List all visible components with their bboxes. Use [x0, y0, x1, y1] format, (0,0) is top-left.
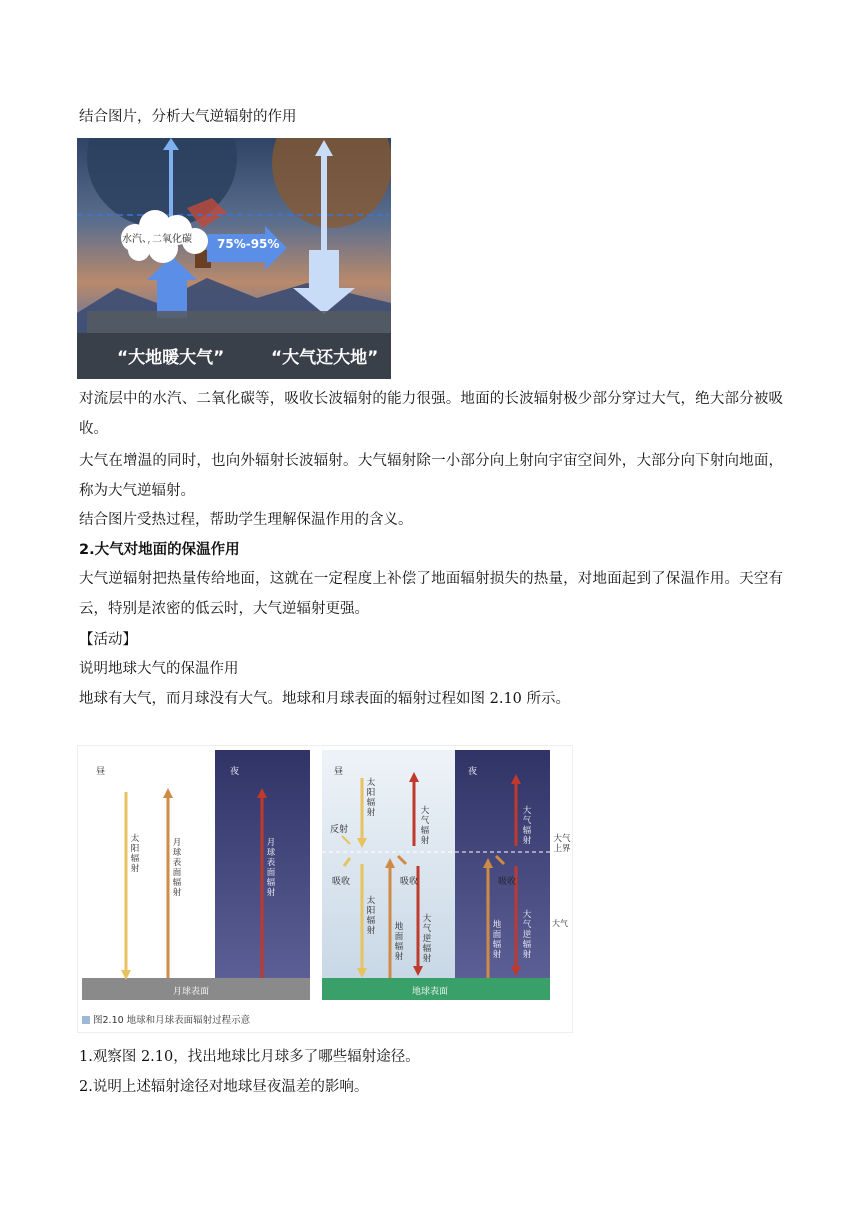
moon-surface-rad-night-label: 月球表面辐射 — [266, 838, 276, 898]
paragraph-3: 结合图片受热过程，帮助学生理解保温作用的含义。 — [79, 512, 413, 528]
counter-rad-night-label: 大气逆辐射 — [522, 910, 532, 960]
atmosphere-label: 大气 — [552, 919, 568, 928]
percent-label: 75%-95% — [217, 237, 280, 251]
moon-night-label: 夜 — [230, 767, 240, 777]
caption-marker — [82, 1016, 90, 1024]
activity-tag: 【活动】 — [79, 632, 137, 648]
moon-day-label: 昼 — [96, 767, 106, 777]
radiation-diagram-art — [78, 746, 572, 1032]
intro-line: 结合图片，分析大气逆辐射的作用 — [79, 109, 297, 125]
paragraph-4: 大气逆辐射把热量传给地面，这就在一定程度上补偿了地面辐射损失的热量，对地面起到了保温作用。天空有云，特别是浓密的低云时，大气逆辐射更强。 — [79, 571, 783, 617]
absorb-label-1: 吸收 — [332, 877, 351, 887]
earth-atm-rad-night-label: 大气辐射 — [522, 806, 532, 846]
caption-left: “大地暖大气” — [117, 348, 225, 368]
moon-solar-label: 太阳辐射 — [130, 834, 140, 874]
moon-surface-rad-label: 月球表面辐射 — [172, 838, 182, 898]
earth-ground-label: 地球表面 — [412, 987, 449, 997]
atm-top-label: 大气上界 — [553, 834, 571, 854]
counter-rad-label: 大气逆辐射 — [422, 914, 432, 964]
absorb-label-2: 吸收 — [400, 877, 419, 887]
ground-rad-night-label: 地面辐射 — [492, 920, 502, 960]
caption-right: “大气还大地” — [271, 348, 379, 368]
absorb-label-3: 吸收 — [498, 877, 517, 887]
section-heading: 2.大气对地面的保温作用 — [79, 542, 240, 558]
paragraph-1: 对流层中的水汽、二氧化碳等，吸收长波辐射的能力很强。地面的长波辐射极少部分穿过大气，绝大部分被吸收。 — [79, 391, 783, 437]
diagram-caption — [82, 1012, 250, 1026]
ground-rad-label: 地面辐射 — [394, 922, 404, 962]
earth-solar-top-label: 太阳辐射 — [366, 778, 376, 818]
question-2: 2.说明上述辐射途径对地球昼夜温差的影响。 — [79, 1079, 369, 1095]
balloon-photo-figure — [77, 138, 391, 379]
paragraph-2: 大气在增温的同时，也向外辐射长波辐射。大气辐射除一小部分向上射向宇宙空间外，大部分向下射向地面，称为大气逆辐射。 — [79, 453, 783, 499]
cloud-label: 水汽、二氧化碳 — [122, 234, 192, 245]
reflect-label: 反射 — [330, 825, 349, 835]
diagram-caption-text: 图2.10 地球和月球表面辐射过程示意 — [93, 1015, 251, 1026]
earth-day-label: 昼 — [334, 767, 344, 777]
paragraph-5: 地球有大气，而月球没有大气。地球和月球表面的辐射过程如图 2.10 所示。 — [79, 691, 571, 707]
question-1: 1.观察图 2.10，找出地球比月球多了哪些辐射途径。 — [79, 1049, 420, 1065]
radiation-diagram-figure — [77, 745, 573, 1033]
earth-solar-bottom-label: 太阳辐射 — [366, 896, 376, 936]
moon-ground-label: 月球表面 — [173, 987, 210, 997]
earth-atm-rad-label: 大气辐射 — [420, 806, 430, 846]
activity-title: 说明地球大气的保温作用 — [79, 661, 239, 677]
earth-night-label: 夜 — [468, 767, 478, 777]
